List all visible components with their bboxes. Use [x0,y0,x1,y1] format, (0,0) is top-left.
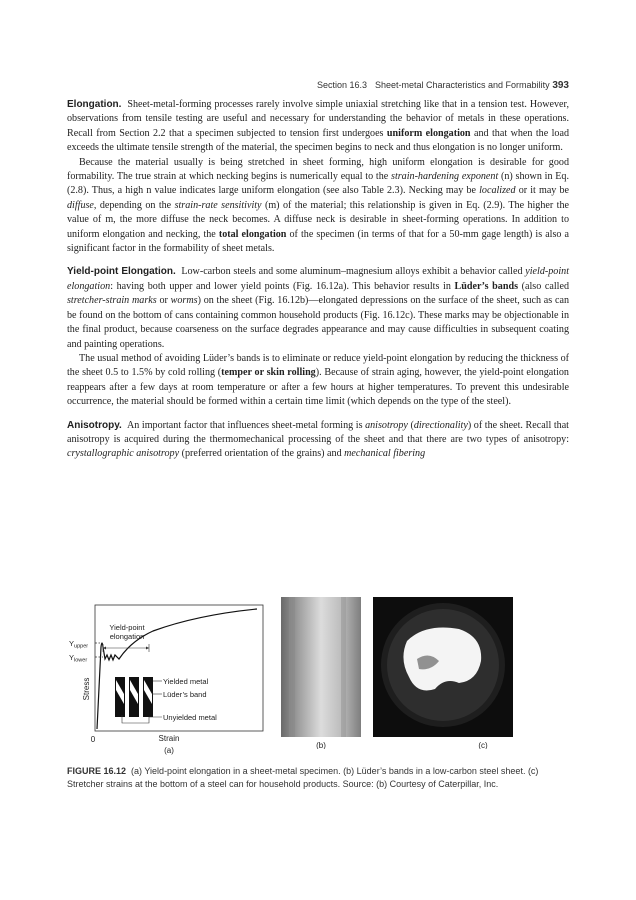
text-run: The usual method of avoiding Lüder’s bands is to eliminate or reduce yield-point elongation by reducing the thickness of the sheet 0.5 to 1.5% by cold rolling ( [67,352,569,379]
term-directionality: directionality [413,419,468,431]
term-anisotropy: anisotropy [365,419,408,431]
term-diffuse: diffuse [67,199,94,211]
yield-point-label-line2: elongation [109,632,145,641]
term-worms: worms [170,295,198,307]
text-run: ). Because of strain aging, however, the yield-point elongation reappears after a few days at room temperature or after a few hours at higher temperatures. To prevent this undesirable occurrence, the material should be formed within a certain time limit (which depends on the type of the steel). [67,367,569,408]
term-total-elongation: total elongation [218,228,287,240]
text-run: ) on the sheet (Fig. 16.12b)—elongated depressions on the surface of the sheet, such as can be found on the bottom of cans containing common household products (Fig. 16.12c). These marks may be objectionable in the final product, because coarseness on the surface degrades appearance and may cause difficulties in subsequent coating and painting operations. [67,295,569,350]
text-run: of the specimen (in terms of that for a 50-mm gage length) is also a significant factor in the formability of sheet metals. [67,228,570,255]
luders-band-label: Lüder’s band [163,690,207,699]
luders-bands-photo [281,597,361,749]
term-crystallographic-anisotropy: crystallographic anisotropy [67,448,180,460]
subfigure-c-label: (c) [478,741,488,749]
leader-unyielded [122,715,162,723]
yield-paragraph-2 [67,352,569,410]
text-run: Because the material usually is being stretched in sheet forming, high uniform elongation is desirable for good formability. The true strain at which necking begins is numerically equal to the [67,156,569,183]
body-text [67,98,569,462]
page-number: 393 [552,80,569,91]
subfigure-a-label: (a) [164,746,174,755]
y-lower-label [69,653,87,664]
y-upper-base: Y [69,639,75,648]
stress-strain-diagram [67,597,267,757]
text-run: Sheet-metal-forming processes rarely involve simple uniaxial stretching like that in a tension test. However, observations from tensile testing are useful and necessary for understanding the behavior of metals in these operations. Recall from Section 2.2 that a specimen subjected to tension first undergoes [67,99,570,139]
origin-label: 0 [90,735,96,744]
specimen-illustration [115,677,153,717]
text-run: ) of the sheet. Recall that anisotropy is acquired during the thermomechanical processing of the sheet and that there are two types of anisotropy: [67,419,569,445]
caption-text: (a) Yield-point elongation in a sheet-metal specimen. (b) Lüder’s bands in a low-carbon steel sheet. (c) Stretcher strains at the bottom of a steel can for household products. Source: (b) Courtesy of Caterpillar, Inc. [67,766,539,789]
y-lower-base: Y [69,653,75,662]
text-run: : having both upper and lower yield points (Fig. 16.12a). This behavior results in [110,280,455,292]
anisotropy-heading: Anisotropy. [67,419,122,431]
figure-caption [67,765,569,791]
y-upper-label [69,639,88,650]
term-uniform-elongation: uniform elongation [386,127,471,139]
yield-paragraph-1 [67,265,569,351]
term-yield-point-elongation: yield-point elongation [67,266,569,292]
can-bottom-photo [373,597,513,749]
text-run: ( [407,419,414,431]
elongation-heading: Elongation. [67,99,122,110]
unyielded-metal-label: Unyielded metal [163,713,217,722]
caption-label: FIGURE 16.12 [67,766,127,776]
text-run: (n) shown in Eq. (2.8). Thus, a high n value indicates large uniform elongation (see also Table 2.3). Necking may be [67,171,569,197]
term-stretcher-strain-marks: stretcher-strain marks [67,295,157,307]
arrowhead-right [146,647,149,650]
yield-heading: Yield-point Elongation. [67,266,176,278]
term-temper-rolling: temper or skin rolling [221,367,316,379]
text-run: and that when the load exceeds the ultimate tensile strength of the material, the specimen begins to neck and thus elongation is no longer uniform. [67,127,570,154]
term-localized: localized [479,185,516,197]
anisotropy-paragraph [67,419,569,462]
text-run: , depending on the [93,199,175,211]
subfigure-b-label: (b) [316,741,326,749]
text-run: Low-carbon steels and some aluminum–magnesium alloys exhibit a behavior called [181,266,526,278]
band-mark-2 [341,597,346,737]
text-run: (also called [518,280,570,292]
y-lower-sub: lower [74,657,88,664]
yield-point-label-line1: Yield-point [109,623,145,632]
elongation-paragraph-2 [67,156,569,257]
text-run: or it may be [515,185,569,197]
term-strain-rate-sensitivity: strain-rate sensitivity [174,199,262,211]
band-mark-1 [289,597,295,737]
stress-axis-label: Stress [82,677,91,701]
text-run: An important factor that influences sheet-metal forming is [126,419,366,431]
elongation-paragraph-1 [67,98,569,156]
term-mechanical-fibering: mechanical fibering [344,448,426,460]
text-run: (m) of the material; this relationship is given in Eq. (2.9). The higher the value of m, the more diffuse the neck becomes. A diffuse neck is desirable in sheet-forming operations. In addition to uniform elongation and necking, the [67,199,569,240]
section-title: Sheet-metal Characteristics and Formability [375,80,550,90]
yielded-metal-label: Yielded metal [163,677,209,686]
running-header [317,80,569,94]
figure-16-12 [67,597,569,757]
text-run: (preferred orientation of the grains) and [179,448,345,460]
y-upper-sub: upper [74,643,89,650]
strain-axis-label: Strain [158,734,180,743]
term-luders-bands: Lüder’s bands [454,280,518,292]
text-run: or [156,295,171,307]
term-strain-hardening-exponent: strain-hardening exponent [391,171,499,183]
section-number: Section 16.3 [317,80,368,90]
